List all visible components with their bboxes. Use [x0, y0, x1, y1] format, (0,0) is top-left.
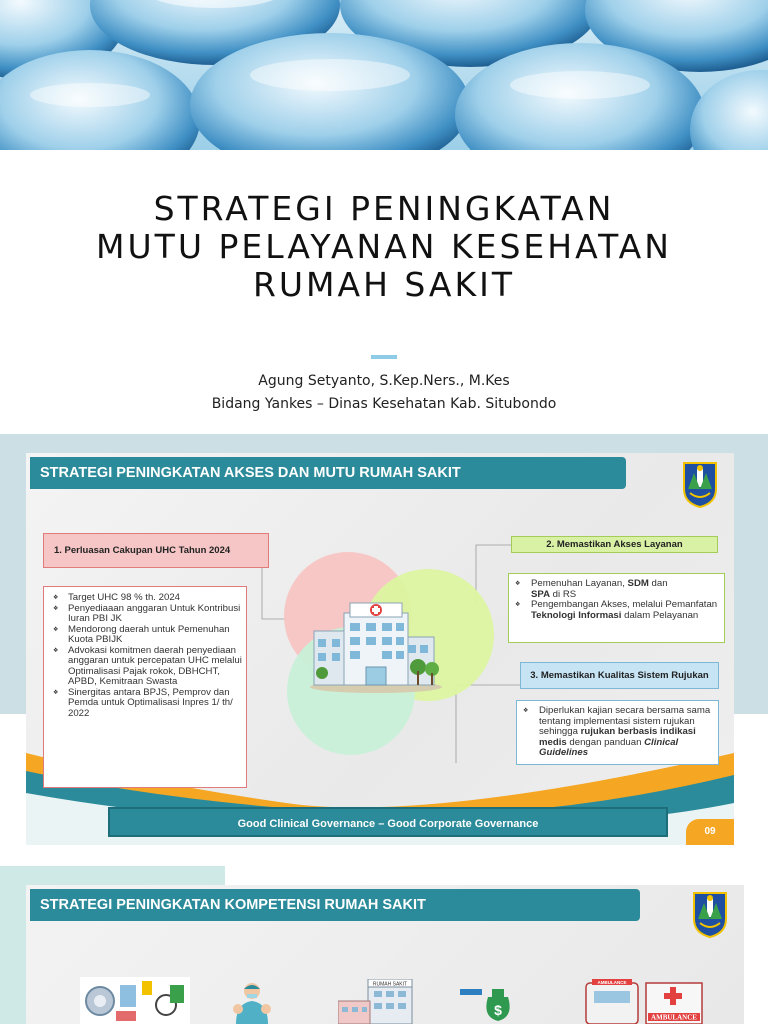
title-line-2: MUTU PELAYANAN KESEHATAN: [96, 227, 672, 266]
list-item: ❖ Pengembangan Akses, melalui Pemanfatan Teknologi Informasi dalam Pelayanan: [509, 600, 724, 621]
ambulance-top-label: AMBULANCE: [597, 980, 627, 985]
uhc-coverage-list: [43, 586, 247, 788]
slide-kompetensi: [26, 885, 744, 1024]
author-name: Agung Setyanto, S.Kep.Ners., M.Kes: [258, 373, 510, 389]
referral-system-list: [516, 700, 719, 765]
page-number: 09: [686, 819, 734, 845]
hospital-sign: RUMAH SAKIT: [372, 981, 408, 988]
east-java-emblem-icon: [680, 459, 720, 509]
slide-header: STRATEGI PENINGKATAN AKSES DAN MUTU RUMAH SAKIT: [30, 457, 626, 489]
slide-header: STRATEGI PENINGKATAN KOMPETENSI RUMAH SAKIT: [30, 889, 640, 921]
list-item: ❖ Target UHC 98 % th. 2024: [44, 593, 246, 604]
ambulance-icon: [584, 979, 704, 1024]
title-accent-bar: [371, 355, 397, 359]
list-item: ❖ Sinergitas antara BPJS, Pemprov dan Pemda untuk Optimalisasi Inpres 1/ th/ 2022: [44, 688, 246, 720]
list-item: ❖ Advokasi komitmen daerah penyediaan anggaran untuk percepatan UHC melalui Optimalisasi Pajak rokok, DBHCHT, APBD, Kemitraan Swasta: [44, 646, 246, 688]
medical-equipment-icon: [80, 975, 190, 1024]
title-line-3: RUMAH SAKIT: [252, 265, 516, 304]
svg-text:$: $: [494, 1002, 502, 1018]
hospital-building-icon: [338, 979, 430, 1024]
service-access-label: 2. Memastikan Akses Layanan: [511, 536, 718, 553]
author-block: [0, 370, 768, 416]
water-drops-illustration: [0, 0, 768, 150]
presentation-title: [0, 190, 768, 304]
author-affiliation: Bidang Yankes – Dinas Kesehatan Kab. Situbondo: [211, 396, 557, 412]
money-bag-icon: [458, 981, 516, 1024]
service-access-list: [508, 573, 725, 643]
ambulance-label: AMBULANCE: [651, 1013, 697, 1022]
list-item: ❖ Diperlukan kajian secara bersama sama tentang implementasi sistem rujukan sehingga rujukan berbasis indikasi medis dengan panduan Clinical Guidelines: [517, 706, 718, 759]
east-java-emblem-icon: [690, 889, 730, 939]
title-line-1: STRATEGI PENINGKATAN: [153, 189, 615, 228]
hospital-building-icon: [306, 601, 446, 693]
hero-water-drops-image: [0, 0, 768, 150]
governance-footer: Good Clinical Governance – Good Corporate Governance: [108, 807, 668, 837]
medical-staff-icon: [230, 981, 274, 1024]
slide-akses-mutu: [26, 453, 734, 845]
list-item: ❖ Penyediaaan anggaran Untuk Kontribusi Iuran PBI JK: [44, 604, 246, 625]
uhc-coverage-label: 1. Perluasan Cakupan UHC Tahun 2024: [43, 533, 269, 568]
referral-system-label: 3. Memastikan Kualitas Sistem Rujukan: [520, 662, 719, 689]
list-item: ❖ Pemenuhan Layanan, SDM dan SPA di RS: [509, 579, 724, 600]
list-item: ❖ Mendorong daerah untuk Pemenuhan Kuota PBIJK: [44, 625, 246, 646]
